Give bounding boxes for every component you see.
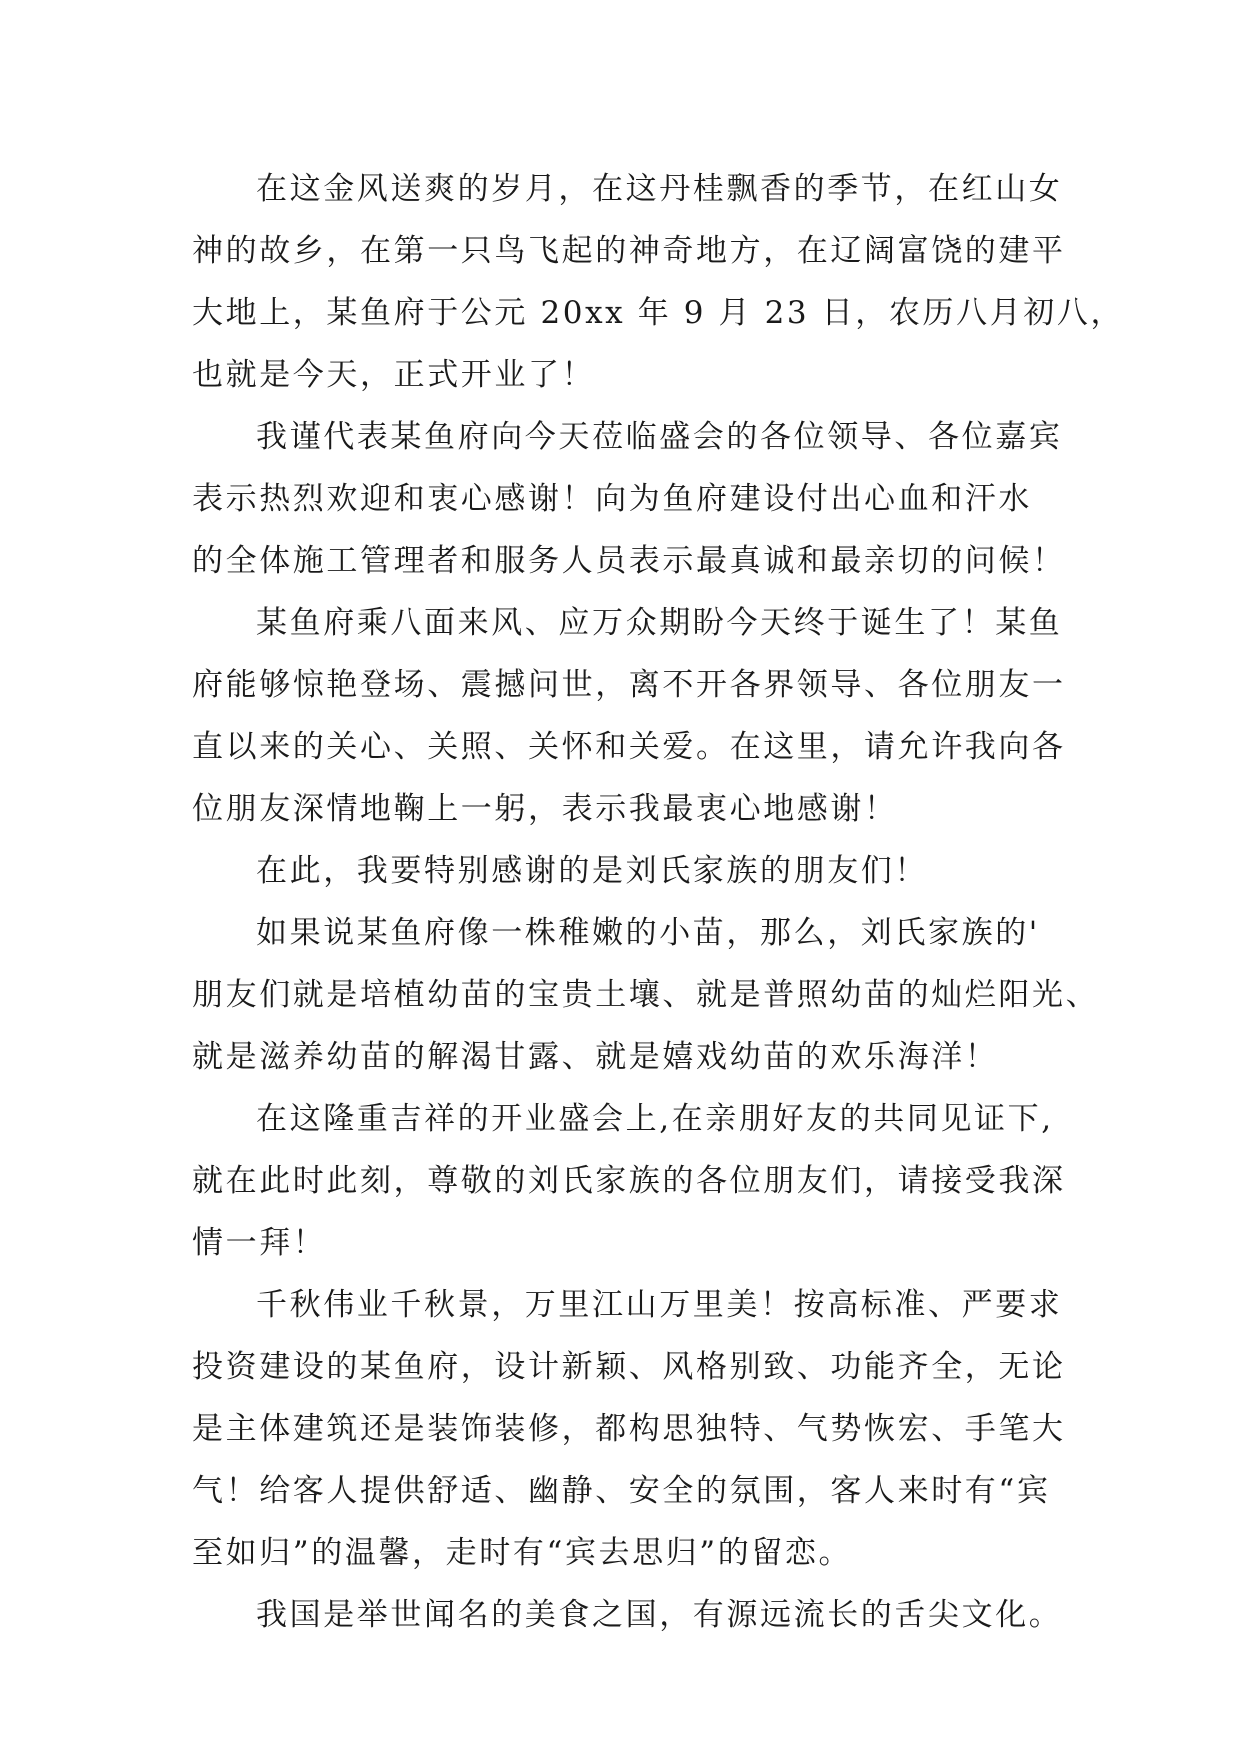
text-line: 千秋伟业千秋景，万里江山万里美！按高标准、严要求 xyxy=(256,1287,1063,1323)
text-line: 位朋友深情地鞠上一躬，表示我最衷心地感谢！ xyxy=(192,791,898,827)
text-line: 情一拜！ xyxy=(192,1225,327,1261)
text-line: 在此，我要特别感谢的是刘氏家族的朋友们！ xyxy=(256,853,928,889)
text-line: 至如归”的温馨，走时有“宾去思归”的留恋。 xyxy=(192,1535,853,1571)
text-line: 朋友们就是培植幼苗的宝贵土壤、就是普照幼苗的灿烂阳光、 xyxy=(192,977,1100,1013)
text-line: 某鱼府乘八面来风、应万众期盼今天终于诞生了！某鱼 xyxy=(256,605,1063,641)
text-line: 是主体建筑还是装饰装修，都构思独特、气势恢宏、手笔大 xyxy=(192,1411,1066,1447)
text-line: 就是滋养幼苗的解渴甘露、就是嬉戏幼苗的欢乐海洋！ xyxy=(192,1039,999,1075)
text-line: 表示热烈欢迎和衷心感谢！向为鱼府建设付出心血和汗水 xyxy=(192,481,1032,517)
text-line: 的全体施工管理者和服务人员表示最真诚和最亲切的问候！ xyxy=(192,543,1066,579)
text-line: 就在此时此刻，尊敬的刘氏家族的各位朋友们，请接受我深 xyxy=(192,1163,1066,1199)
text-line: 投资建设的某鱼府，设计新颖、风格别致、功能齐全，无论 xyxy=(192,1349,1066,1385)
text-line: 也就是今天，正式开业了！ xyxy=(192,357,596,393)
text-line: 大地上，某鱼府于公元 20xx 年 9 月 23 日，农历八月初八， xyxy=(192,295,1125,331)
text-line: 在这隆重吉祥的开业盛会上,在亲朋好友的共同见证下, xyxy=(256,1101,1054,1137)
document-body xyxy=(192,158,1125,1646)
text-line: 府能够惊艳登场、震撼问世，离不开各界领导、各位朋友一 xyxy=(192,667,1066,703)
text-line: 我国是举世闻名的美食之国，有源远流长的舌尖文化。 xyxy=(256,1597,1063,1633)
text-line: 神的故乡，在第一只鸟飞起的神奇地方，在辽阔富饶的建平 xyxy=(192,233,1066,269)
text-line: 在这金风送爽的岁月，在这丹桂飘香的季节，在红山女 xyxy=(256,171,1063,207)
text-line: 气！给客人提供舒适、幽静、安全的氛围，客人来时有“宾 xyxy=(192,1473,1051,1509)
text-line: 直以来的关心、关照、关怀和关爱。在这里，请允许我向各 xyxy=(192,729,1066,765)
text-line: 我谨代表某鱼府向今天莅临盛会的各位领导、各位嘉宾 xyxy=(256,419,1063,455)
text-line: 如果说某鱼府像一株稚嫩的小苗，那么，刘氏家族的' xyxy=(256,915,1040,951)
